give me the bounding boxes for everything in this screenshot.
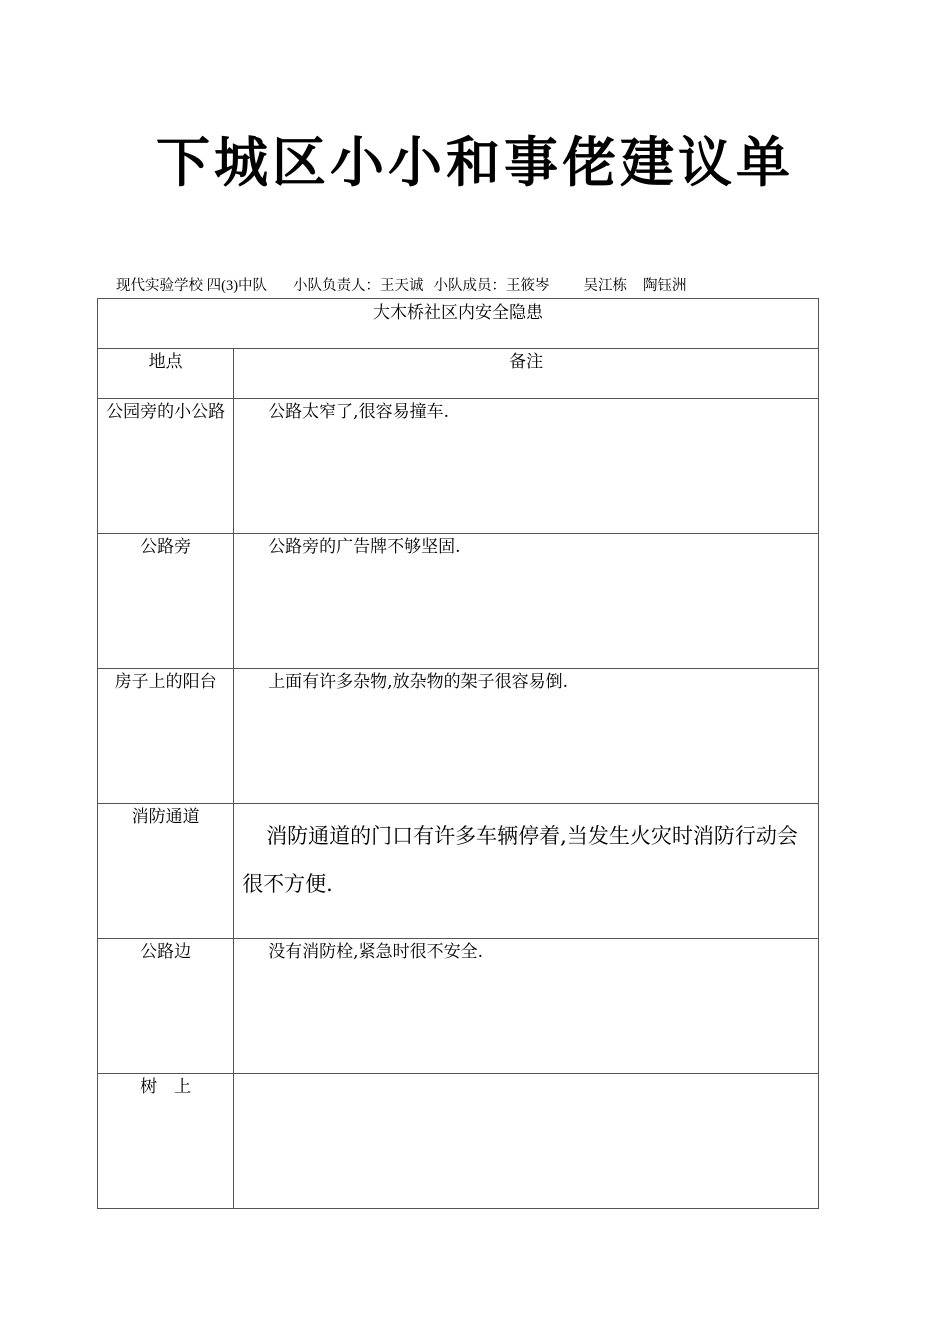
team-leader: 小队负责人：王天诚 [293,278,424,294]
location-cell [98,1074,234,1209]
table-row [98,669,819,804]
location-text: 公路边 [140,942,192,962]
location-cell [98,939,234,1074]
team-member-3: 陶钰洲 [643,278,687,294]
header-location-cell [98,349,234,399]
location-text: 公园旁的小公路 [106,402,226,422]
location-text: 公路旁 [140,537,192,557]
note-cell [234,399,819,534]
note-cell [234,804,819,939]
section-title-row [98,299,819,349]
note-text: 没有消防栓,紧急时很不安全. [268,942,483,962]
table-row [98,534,819,669]
note-cell [234,669,819,804]
team-members: 小队成员：王筱岑 [433,278,550,294]
header-location: 地点 [148,352,183,372]
team-member-2: 吴江栋 [583,278,628,294]
note-text: 公路太窄了,很容易撞车. [268,402,449,422]
location-cell [98,534,234,669]
location-cell [98,804,234,939]
team-info-line [116,276,687,296]
location-text: 房子上的阳台 [114,672,217,692]
location-text: 树 上 [140,1077,192,1097]
table-row [98,399,819,534]
note-cell [234,939,819,1074]
table-row [98,939,819,1074]
school-team: 现代实验学校 四(3)中队 [116,278,268,294]
header-row [98,349,819,399]
location-text: 消防通道 [131,807,200,827]
location-cell [98,399,234,534]
page-title: 下城区小小和事佬建议单 [156,131,794,194]
header-note: 备注 [509,352,544,372]
section-title: 大木桥社区内安全隐患 [373,303,543,323]
hazard-table [97,298,819,1209]
location-cell [98,669,234,804]
note-cell [234,534,819,669]
note-cell [234,1074,819,1209]
note-text: 上面有许多杂物,放杂物的架子很容易倒. [268,672,568,692]
table-row [98,1074,819,1209]
header-note-cell [234,349,819,399]
note-text: 公路旁的广告牌不够坚固. [268,537,461,557]
section-title-cell [98,299,819,349]
note-text: 消防通道的门口有许多车辆停着,当发生火灾时消防行动会很不方便. [242,824,798,896]
table-row [98,804,819,939]
